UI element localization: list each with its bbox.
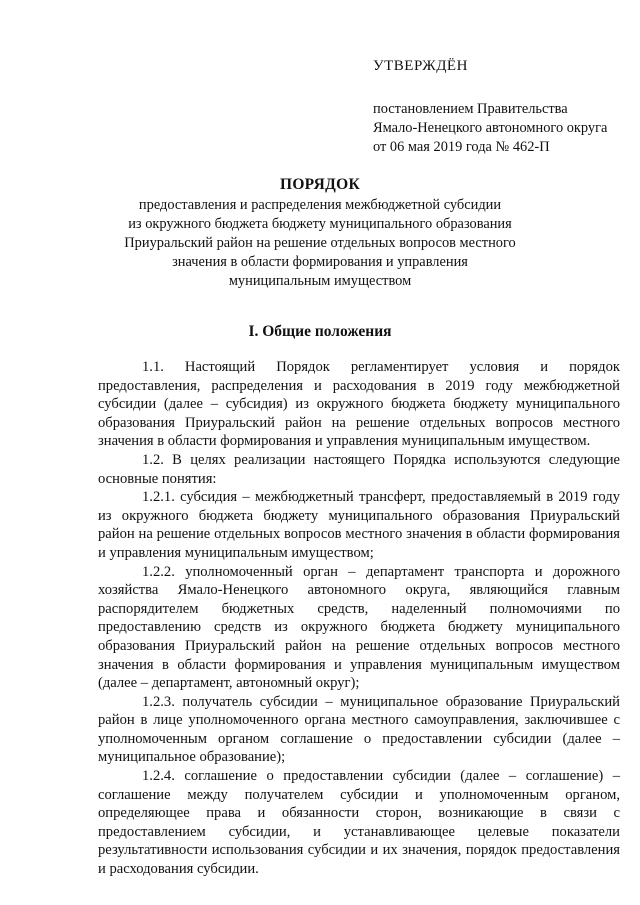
paragraph-1-2-2: 1.2.2. уполномоченный орган – департамент транспорта и дорожного хозяйства Ямало-Ненецкого автономного округа, являющийся главным распорядителем бюджетных средств, наделенный полномочиями по предоставлению средств из окружного бюджета бюджету муниципального образования Приуральский район на решение отдельных вопросов местного значения в области формирования и управления муниципальным имуществом (далее – департамент, автономный округ); — [98, 563, 620, 692]
section-body — [98, 358, 620, 879]
approval-line: от 06 мая 2019 года № 462-П — [373, 139, 550, 155]
paragraph-1-2-3: 1.2.3. получатель субсидии – муниципальное образование Приуральский район в лице уполномоченного органа местного самоуправления, заключившее с уполномоченным органом соглашение о предоставлении субсидии (далее – муниципальное образование); — [98, 693, 620, 766]
paragraph-1-2-4: 1.2.4. соглашение о предоставлении субсидии (далее – соглашение) – соглашение между получателем субсидии и уполномоченным органом, определяющее права и обязанности сторон, возникающие в связи с предоставлением субсидии, и устанавливающее целевые показатели результативности использования субсидии и их значения, порядок предоставления и расходования субсидии. — [98, 768, 620, 878]
section-title: I. Общие положения — [248, 323, 392, 340]
subtitle-line: муниципальным имуществом — [228, 273, 412, 289]
approval-line: постановлением Правительства — [373, 101, 568, 117]
subtitle-line: Приуральский район на решение отдельных вопросов местного — [124, 235, 516, 251]
paragraph-1-2-1: 1.2.1. субсидия – межбюджетный трансферт, предоставляемый в 2019 году из окружного бюджета бюджету муниципального образования Приуральский район на решение отдельных вопросов местного значения в области формирования и управления муниципальным имуществом; — [98, 489, 620, 561]
subtitle-line: предоставления и распределения межбюджетной субсидии — [138, 197, 502, 213]
approval-stamp: УТВЕРЖДЁН — [373, 58, 468, 74]
approval-block — [373, 58, 623, 157]
paragraph-1-1: 1.1. Настоящий Порядок регламентирует условия и порядок предоставления, распределения и расходования в 2019 году межбюджетной субсидии (далее – субсидия) из окружного бюджета бюджету муниципального образования Приуральский район на решение отдельных вопросов местного значения в области формирования и управления муниципальным имуществом. — [98, 359, 620, 450]
subtitle-line: значения в области формирования и управления — [172, 254, 468, 270]
document-title: ПОРЯДОК — [279, 176, 361, 193]
document-subtitle — [30, 196, 610, 291]
approval-line: Ямало-Ненецкого автономного округа — [373, 120, 608, 136]
subtitle-line: из окружного бюджета бюджету муниципального образования — [128, 216, 512, 232]
title-block — [30, 176, 610, 291]
paragraph-1-2: 1.2. В целях реализации настоящего Порядка используются следующие основные понятия: — [98, 451, 620, 487]
